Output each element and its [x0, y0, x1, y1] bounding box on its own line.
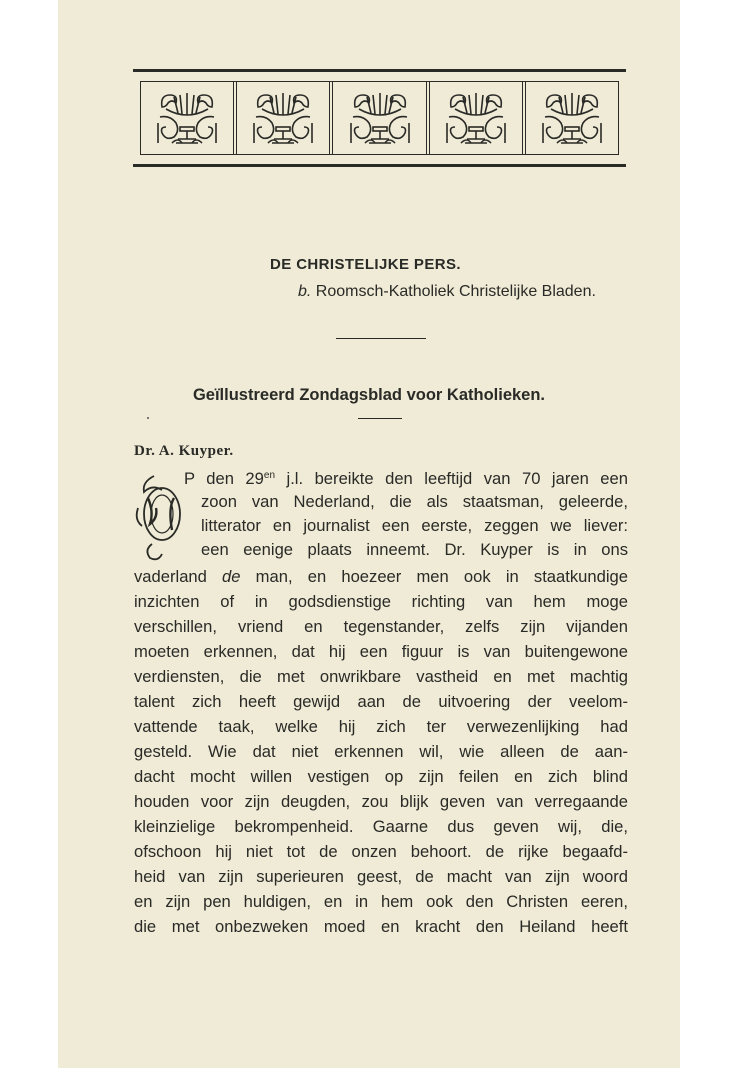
emphasis: de	[222, 567, 241, 586]
lotus-ornament-icon	[441, 87, 511, 149]
body-line: die met onbezweken moed en kracht den Heiland heeft	[134, 917, 628, 936]
lotus-ornament-icon	[248, 87, 318, 149]
ornament-panel	[333, 82, 429, 154]
body-line: kleinzielige bekrompenheid. Gaarne dus geven wij, die,	[134, 817, 628, 836]
ornamental-header-border	[133, 69, 626, 167]
ornament-panel	[430, 82, 526, 154]
line-text: vaderland	[134, 567, 223, 586]
section-divider	[336, 338, 426, 339]
subtitle-letter: b.	[298, 283, 312, 300]
lotus-ornament-icon	[345, 87, 415, 149]
ornament-panel	[141, 82, 237, 154]
body-line: vattende taak, welke hij zich ter verwezenlijking had	[134, 717, 628, 736]
body-line: heid van zijn superieuren geest, de macht van zijn woord	[134, 867, 628, 886]
book-page	[58, 0, 680, 1068]
body-line-1	[184, 471, 628, 488]
ornament-panel	[526, 82, 618, 154]
body-line-5	[134, 569, 628, 586]
body-line: en zijn pen huldigen, en in hem ook den Christen eeren,	[134, 892, 628, 911]
superscript: en	[263, 470, 276, 481]
ornament-panel	[237, 82, 333, 154]
line-text: P den 29	[184, 469, 264, 488]
body-line-2: zoon van Nederland, die als staatsman, geleerde,	[201, 492, 628, 511]
body-line: ofschoon hij niet tot de onzen behoort. de rijke begaafd-	[134, 842, 628, 861]
section-title: DE CHRISTELIJKE PERS.	[270, 256, 461, 273]
line-text: man, en hoezeer men ook in staatkundige	[240, 567, 628, 586]
author-name: Dr. A. Kuyper.	[134, 443, 234, 459]
body-line: verschillen, vriend en tegenstander, zelfs zijn vijanden	[134, 617, 628, 636]
body-line: houden voor zijn deugden, zou blijk geven van verregaande	[134, 792, 628, 811]
body-line: gesteld. Wie dat niet erkennen wil, wie alleen de aan-	[134, 742, 628, 761]
ornament-row	[140, 81, 619, 155]
lotus-ornament-icon	[537, 87, 607, 149]
body-line-4: een eenige plaats inneemt. Dr. Kuyper is in ons	[201, 540, 628, 559]
line-text: j.l. bereikte den leeftijd van 70 jaren een	[275, 469, 628, 488]
title-divider	[358, 418, 402, 419]
article-title: Geïllustreerd Zondagsblad voor Katholieken.	[192, 386, 546, 404]
section-subtitle	[298, 283, 596, 301]
speck	[147, 417, 149, 419]
body-line: dacht mocht willen vestigen op zijn feilen en zich blind	[134, 767, 628, 786]
body-line: inzichten of in godsdienstige richting van hem moge	[134, 592, 628, 611]
subtitle-text: Roomsch-Katholiek Christelijke Bladen.	[315, 283, 596, 300]
body-line-3: litterator en journalist een eerste, zeggen we liever:	[201, 516, 628, 535]
body-line: moeten erkennen, dat hij een figuur is van buitengewone	[134, 642, 628, 661]
body-line: talent zich heeft gewijd aan de uitvoering der veelom-	[134, 692, 628, 711]
body-line: verdiensten, die met onwrikbare vastheid en met machtig	[134, 667, 628, 686]
dropcap-o-icon	[132, 468, 190, 564]
lotus-ornament-icon	[152, 87, 222, 149]
